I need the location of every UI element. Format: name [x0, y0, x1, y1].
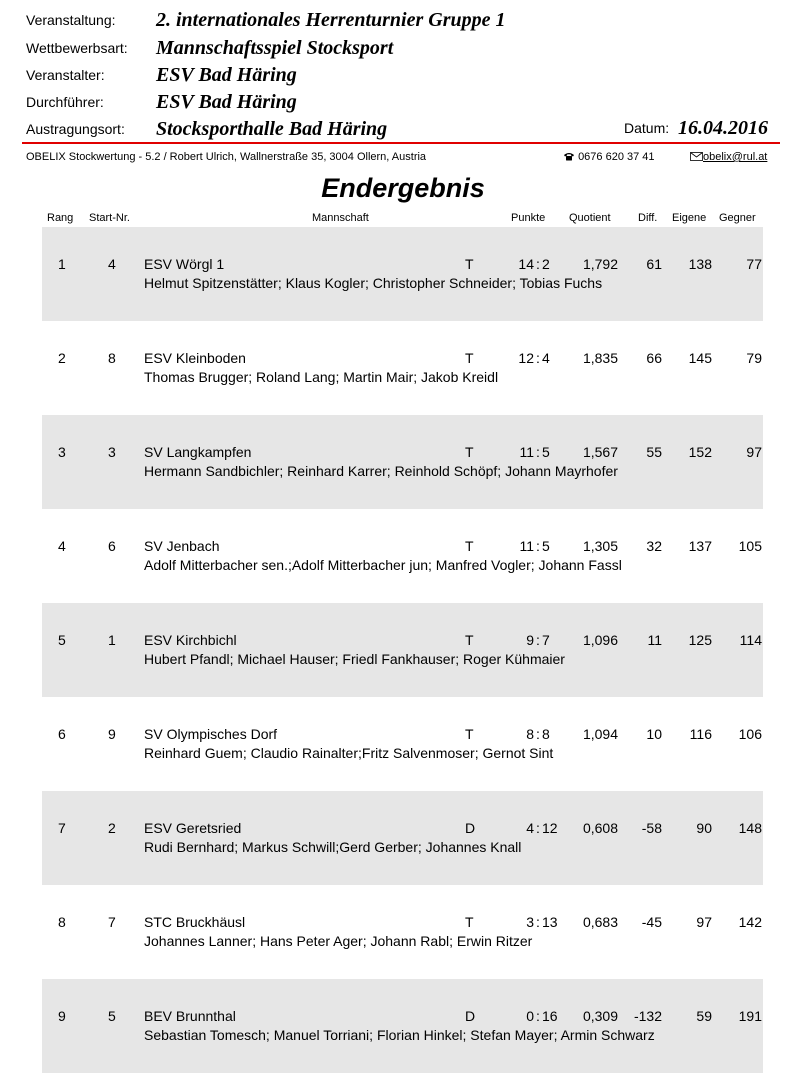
competition-type-value: Mannschaftsspiel Stocksport — [156, 37, 394, 59]
envelope-icon — [690, 152, 703, 161]
points-separator: : — [536, 820, 540, 836]
team-members: Reinhard Guem; Claudio Rainalter;Fritz Salvenmoser; Gernot Sint — [144, 745, 554, 761]
event-label: Veranstaltung: — [26, 12, 116, 28]
rank: 8 — [58, 914, 66, 930]
team-flag: D — [465, 1008, 476, 1024]
telephone-icon — [563, 152, 575, 161]
team-flag: T — [465, 444, 474, 460]
own-score: 152 — [688, 444, 712, 460]
table-row — [42, 603, 763, 697]
opponent-score: 142 — [738, 914, 762, 930]
points-lost: 2 — [542, 256, 550, 272]
team-members: Thomas Brugger; Roland Lang; Martin Mair; Jakob Kreidl — [144, 369, 499, 385]
team-members: Sebastian Tomesch; Manuel Torriani; Florian Hinkel; Stefan Mayer; Armin Schwarz — [144, 1027, 655, 1043]
quotient: 1,835 — [582, 350, 618, 366]
quotient: 1,096 — [582, 632, 618, 648]
points-won: 12 — [518, 350, 534, 366]
points-lost: 5 — [542, 538, 550, 554]
table-row — [42, 321, 763, 415]
col-diff: Diff. — [638, 212, 658, 224]
difference: -45 — [641, 914, 662, 930]
team-flag: D — [465, 820, 476, 836]
quotient: 0,309 — [582, 1008, 618, 1024]
software-info: OBELIX Stockwertung - 5.2 / Robert Ulrich, Wallnerstraße 35, 3004 Ollern, Austria — [26, 151, 427, 163]
own-score: 116 — [689, 726, 712, 742]
opponent-score: 106 — [738, 726, 762, 742]
organizer-value: ESV Bad Häring — [156, 64, 297, 86]
quotient: 1,792 — [582, 256, 618, 272]
own-score: 138 — [688, 256, 712, 272]
team-name: ESV Kirchbichl — [144, 632, 237, 648]
venue-label: Austragungsort: — [26, 121, 125, 137]
team-members: Helmut Spitzenstätter; Klaus Kogler; Christopher Schneider; Tobias Fuchs — [144, 275, 603, 291]
own-score: 145 — [688, 350, 712, 366]
team-members: Hubert Pfandl; Michael Hauser; Friedl Fankhauser; Roger Kühmaier — [144, 651, 565, 667]
difference: 32 — [646, 538, 662, 554]
opponent-score: 79 — [746, 350, 762, 366]
points-separator: : — [536, 538, 540, 554]
team-name: ESV Kleinboden — [144, 350, 246, 366]
opponent-score: 105 — [738, 538, 762, 554]
start-number: 1 — [108, 632, 116, 648]
points-lost: 4 — [542, 350, 550, 366]
difference: -132 — [633, 1008, 662, 1024]
team-name: SV Langkampfen — [144, 444, 252, 460]
col-startnr: Start-Nr. — [89, 212, 130, 224]
team-flag: T — [465, 256, 474, 272]
phone-number: 0676 620 37 41 — [578, 151, 655, 163]
points-won: 14 — [518, 256, 534, 272]
start-number: 5 — [108, 1008, 116, 1024]
rank: 9 — [58, 1008, 66, 1024]
team-members: Rudi Bernhard; Markus Schwill;Gerd Gerber; Johannes Knall — [144, 839, 522, 855]
table-row — [42, 227, 763, 321]
table-row — [42, 885, 763, 979]
start-number: 7 — [108, 914, 116, 930]
event-value: 2. internationales Herrenturnier Gruppe 1 — [156, 9, 506, 31]
col-punkte: Punkte — [511, 212, 546, 224]
points-lost: 5 — [542, 444, 550, 460]
header-divider — [22, 142, 780, 144]
points-won: 4 — [526, 820, 534, 836]
table-row — [42, 415, 763, 509]
difference: -58 — [641, 820, 662, 836]
own-score: 59 — [696, 1008, 712, 1024]
rank: 7 — [58, 820, 66, 836]
start-number: 3 — [108, 444, 116, 460]
points-lost: 8 — [542, 726, 550, 742]
rank: 1 — [58, 256, 66, 272]
start-number: 4 — [108, 256, 116, 272]
phone-info — [563, 151, 655, 163]
points-separator: : — [536, 726, 540, 742]
points-separator: : — [536, 350, 540, 366]
team-flag: T — [465, 632, 474, 648]
team-name: SV Jenbach — [144, 538, 220, 554]
own-score: 97 — [696, 914, 712, 930]
opponent-score: 97 — [746, 444, 762, 460]
own-score: 137 — [688, 538, 712, 554]
quotient: 0,608 — [582, 820, 618, 836]
col-mannschaft: Mannschaft — [312, 212, 369, 224]
rank: 4 — [58, 538, 66, 554]
rank: 5 — [58, 632, 66, 648]
points-won: 0 — [526, 1008, 534, 1024]
quotient: 1,567 — [582, 444, 618, 460]
email-info — [690, 151, 767, 163]
col-rang: Rang — [47, 212, 74, 224]
team-members: Hermann Sandbichler; Reinhard Karrer; Reinhold Schöpf; Johann Mayrhofer — [144, 463, 618, 479]
opponent-score: 77 — [746, 256, 762, 272]
table-row — [42, 509, 763, 603]
points-separator: : — [536, 914, 540, 930]
rank: 2 — [58, 350, 66, 366]
quotient: 1,305 — [582, 538, 618, 554]
points-separator: : — [536, 256, 540, 272]
team-flag: T — [465, 726, 474, 742]
rank: 6 — [58, 726, 66, 742]
points-won: 3 — [526, 914, 534, 930]
col-eigene: Eigene — [672, 212, 707, 224]
difference: 11 — [647, 632, 662, 648]
executor-value: ESV Bad Häring — [156, 91, 297, 113]
team-name: SV Olympisches Dorf — [144, 726, 278, 742]
team-name: ESV Geretsried — [144, 820, 242, 836]
competition-type-label: Wettbewerbsart: — [26, 40, 128, 56]
difference: 55 — [646, 444, 662, 460]
table-row — [42, 697, 763, 791]
date-label: Datum: — [624, 120, 670, 136]
points-won: 11 — [519, 538, 534, 554]
start-number: 8 — [108, 350, 116, 366]
points-lost: 13 — [542, 914, 558, 930]
table-row — [42, 791, 763, 885]
table-row — [42, 979, 763, 1073]
team-members: Adolf Mitterbacher sen.;Adolf Mitterbacher jun; Manfred Vogler; Johann Fassl — [144, 557, 622, 573]
team-members: Johannes Lanner; Hans Peter Ager; Johann Rabl; Erwin Ritzer — [144, 933, 533, 949]
points-lost: 7 — [542, 632, 550, 648]
opponent-score: 114 — [739, 632, 762, 648]
rank: 3 — [58, 444, 66, 460]
team-flag: T — [465, 538, 474, 554]
points-separator: : — [536, 1008, 540, 1024]
team-flag: T — [465, 350, 474, 366]
points-separator: : — [536, 632, 540, 648]
points-lost: 16 — [542, 1008, 558, 1024]
difference: 66 — [646, 350, 662, 366]
points-won: 9 — [526, 632, 534, 648]
quotient: 0,683 — [582, 914, 618, 930]
col-quotient: Quotient — [569, 212, 611, 224]
own-score: 125 — [688, 632, 712, 648]
organizer-label: Veranstalter: — [26, 67, 105, 83]
opponent-score: 148 — [738, 820, 762, 836]
date-value: 16.04.2016 — [678, 117, 768, 139]
difference: 10 — [646, 726, 662, 742]
points-won: 8 — [526, 726, 534, 742]
team-name: STC Bruckhäusl — [144, 914, 246, 930]
points-lost: 12 — [542, 820, 558, 836]
col-gegner: Gegner — [719, 212, 756, 224]
own-score: 90 — [696, 820, 712, 836]
quotient: 1,094 — [582, 726, 618, 742]
executor-label: Durchführer: — [26, 94, 104, 110]
points-separator: : — [536, 444, 540, 460]
venue-value: Stocksporthalle Bad Häring — [156, 118, 388, 140]
points-won: 11 — [519, 444, 534, 460]
start-number: 9 — [108, 726, 116, 742]
team-flag: T — [465, 914, 474, 930]
start-number: 6 — [108, 538, 116, 554]
start-number: 2 — [108, 820, 116, 836]
email-link[interactable]: obelix@rul.at — [703, 151, 768, 163]
page-title: Endergebnis — [321, 173, 485, 203]
opponent-score: 191 — [738, 1008, 762, 1024]
team-name: ESV Wörgl 1 — [144, 256, 225, 272]
team-name: BEV Brunnthal — [144, 1008, 236, 1024]
difference: 61 — [646, 256, 662, 272]
